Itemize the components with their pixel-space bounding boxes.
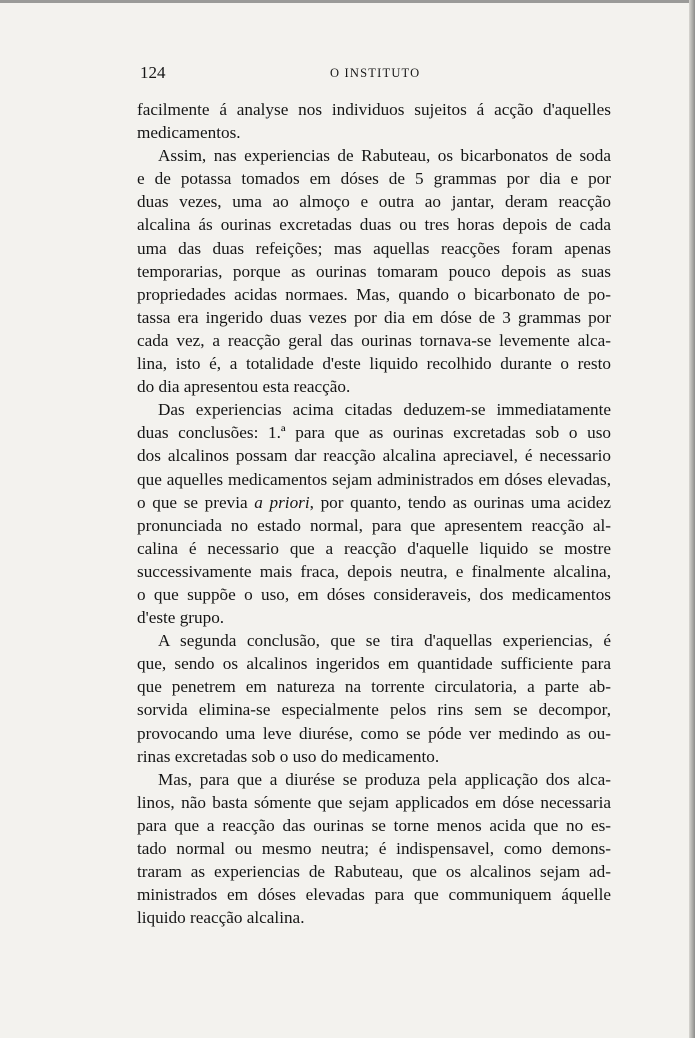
text-line: propriedades acidas normaes. Mas, quando o bicarbonato de po-	[137, 284, 611, 304]
text-line: que, sendo os alcalinos ingeridos em quantidade sufficiente para	[137, 654, 611, 674]
text-line: Das experiencias acima citadas deduzem-se immediatamente	[158, 400, 611, 420]
text-line: linos, não basta sómente que sejam applicados em dóse necessaria	[137, 792, 611, 812]
text-line: do dia apresentou esta reacção.	[137, 377, 351, 397]
page-header	[140, 63, 610, 85]
text-line: d'este grupo.	[137, 608, 225, 628]
text-line: traram as experiencias de Rabuteau, que os alcalinos sejam ad-	[137, 862, 611, 882]
text-line: para que a reacção das ourinas se torne menos acida que no es-	[137, 815, 611, 835]
italic-phrase: a priori	[254, 492, 310, 512]
text-line: tado normal ou mesmo neutra; é indispensavel, como demons-	[137, 839, 611, 858]
paragraph	[137, 98, 611, 144]
paragraph	[137, 768, 611, 930]
text-line: liquido reacção alcalina.	[137, 908, 305, 928]
paragraph	[137, 144, 611, 398]
text-line: provocando uma leve diurése, como se póde ver medindo as ou-	[137, 723, 611, 743]
text-line: que penetrem em natureza na torrente circulatoria, a parte ab-	[137, 677, 611, 697]
page-right-edge	[689, 0, 695, 1038]
text-line: ministrados em dóses elevadas para que communiquem áquelle	[137, 885, 611, 905]
text-line: rinas excretadas sob o uso do medicamento.	[137, 746, 440, 766]
paragraph	[137, 629, 611, 768]
text-line: e de potassa tomados em dóses de 5 grammas por dia e por	[137, 169, 611, 189]
text-line: uma das duas refeições; mas aquellas reacções foram apenas	[137, 238, 611, 258]
text-line: tassa era ingerido duas vezes por dia em dóse de 3 grammas por	[137, 307, 611, 327]
text-line: o que suppõe o uso, em dóses consideraveis, dos medicamentos	[137, 584, 611, 604]
paragraph	[137, 398, 611, 629]
text-line: lina, isto é, a totalidade d'este liquido recolhido durante o resto	[137, 354, 611, 374]
text-line: alcalina ás ourinas excretadas duas ou tres horas depois de cada	[137, 215, 611, 235]
text-line: pronunciada no estado normal, para que apresentem reacção al-	[137, 515, 611, 535]
page-number: 124	[140, 63, 166, 82]
text-line: duas vezes, uma ao almoço e outra ao jantar, deram reacção	[137, 192, 611, 212]
text-line: duas conclusões: 1.ª para que as ourinas excretadas sob o uso	[137, 423, 611, 443]
text-line: que aquelles medicamentos sejam administrados em dóses elevadas,	[137, 469, 611, 489]
text-line: cada vez, a reacção geral das ourinas tornava-se levemente alca-	[137, 330, 611, 350]
text-line: sorvida elimina-se especialmente pelos rins sem se decompor,	[137, 700, 611, 720]
text-line: facilmente á analyse nos individuos sujeitos á acção d'aquelles	[137, 100, 611, 119]
running-head: O INSTITUTO	[330, 66, 421, 80]
text-line: medicamentos.	[137, 123, 241, 143]
text-line: o que se previa a priori, por quanto, tendo as ourinas uma acidez	[137, 492, 612, 512]
body-text	[137, 98, 611, 929]
text-line: temporarias, porque as ourinas tomaram pouco depois as suas	[137, 261, 611, 281]
text-line: calina é necessario que a reacção d'aquelle liquido se mostre	[137, 538, 611, 558]
page-top-edge	[0, 0, 695, 3]
text-line: successivamente mais fraca, depois neutra, e finalmente alcalina,	[137, 561, 611, 581]
text-line: Assim, nas experiencias de Rabuteau, os bicarbonatos de soda	[158, 146, 611, 166]
text-line: Mas, para que a diurése se produza pela applicação dos alca-	[158, 769, 611, 789]
text-line: A segunda conclusão, que se tira d'aquellas experiencias, é	[158, 631, 611, 651]
text-line: dos alcalinos possam dar reacção alcalina apreciavel, é necessario	[137, 446, 611, 466]
